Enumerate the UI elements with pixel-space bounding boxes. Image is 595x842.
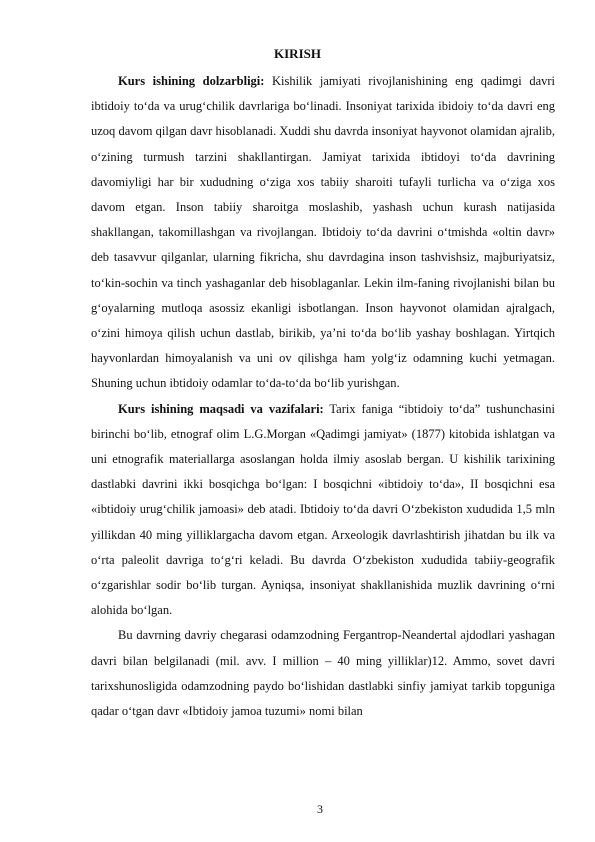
paragraph-chronology xyxy=(91,623,555,724)
paragraph-goals xyxy=(91,397,555,624)
paragraph-lead: Kurs ishining maqsadi va vazifalari: xyxy=(118,401,324,416)
paragraph-text: Tarix faniga “ibtidoiy to‘da” tushunchasini birinchi bo‘lib, etnograf olim L.G.Morgan «Qadimgi jamiyat» (1877) kitobida ishlatgan va uni etnografik materiallarga asoslangan holda ilmiy asoslab bergan. U kishilik tarixining dastlabki davrini ikki bosqichga bo‘lgan: I bosqichni «ibtidoiy to‘da», II bosqichni esa «ibtidoiy urug‘chilik jamoasi» deb atadi. Ibtidoiy to‘da davri O‘zbekiston xududida 1,5 mln yillikdan 40 ming yilliklargacha davom etgan. Arxeologik davrlashtirish jihatdan bu ilk va o‘rta paleolit davriga to‘g‘ri keladi. Bu davrda O‘zbekiston xududida tabiiy-geografik o‘zgarishlar sodir bo‘lib turgan. Ayniqsa, insoniyat shakllanishida muzlik davrining o‘rni alohida bo‘lgan. xyxy=(91,401,555,618)
page-number: 3 xyxy=(317,802,323,816)
body-text xyxy=(91,69,555,724)
paragraph-lead: Kurs ishining dolzarbligi: xyxy=(118,74,265,88)
section-title: KIRISH xyxy=(274,46,321,61)
paragraph-text: Kishilik jamiyati rivojlanishining eng qadimgi davri ibtidoiy to‘da va urug‘chilik davrlariga bo‘linadi. Insoniyat tarixida ibidoiy to‘da davri eng uzoq davom qilgan davr hisoblanadi. Xuddi shu davrda insoniyat hayvonot olamidan ajralib, o‘zining turmush tarzini shakllantirgan. Jamiyat tarixida ibtidoyi to‘da davrining davomiyligi har bir xududning o‘ziga xos tabiiy sharoiti tufayli turlicha va o‘ziga xos davom etgan. Inson tabiiy sharoitga moslashib, yashash uchun kurash natijasida shakllangan, takomillashgan va rivojlangan. Ibtidoiy to‘da davrini o‘tmishda «oltin davr» deb tasavvur qilganlar, ularning fikricha, shu davrdagina inson tashvishsiz, majburiyatsiz, to‘kin-sochin va tinch yashaganlar deb hisoblaganlar. Lekin ilm-faning rivojlanishi bilan bu g‘oyalarning mutloqa asossiz ekanligi isbotlangan. Inson hayvonot olamidan ajralgach, o‘zini himoya qilish uchun dastlab, birikib, ya’ni to‘da bo‘lib yashay boshlagan. Yirtqich hayvonlardan himoyalanish va uni ov qilishga ham yolg‘iz odamning kuchi yetmagan. Shuning uchun ibtidoiy odamlar to‘da-to‘da bo‘lib yurishgan. xyxy=(91,74,555,391)
paragraph-relevance xyxy=(91,69,555,397)
paragraph-text: Bu davrning davriy chegarasi odamzodning Fergantrop-Neandertal ajdodlari yashagan davri bilan belgilanadi (mil. avv. I million – 40 ming yilliklar)12. Ammo, sovet davri tarixshunosligida odamzodning paydo bo‘lishidan dastlabki sinfiy jamiyat tarkib topguniga qadar o‘tgan davr «Ibtidoiy jamoa tuzumi» nomi bilan xyxy=(91,628,555,719)
